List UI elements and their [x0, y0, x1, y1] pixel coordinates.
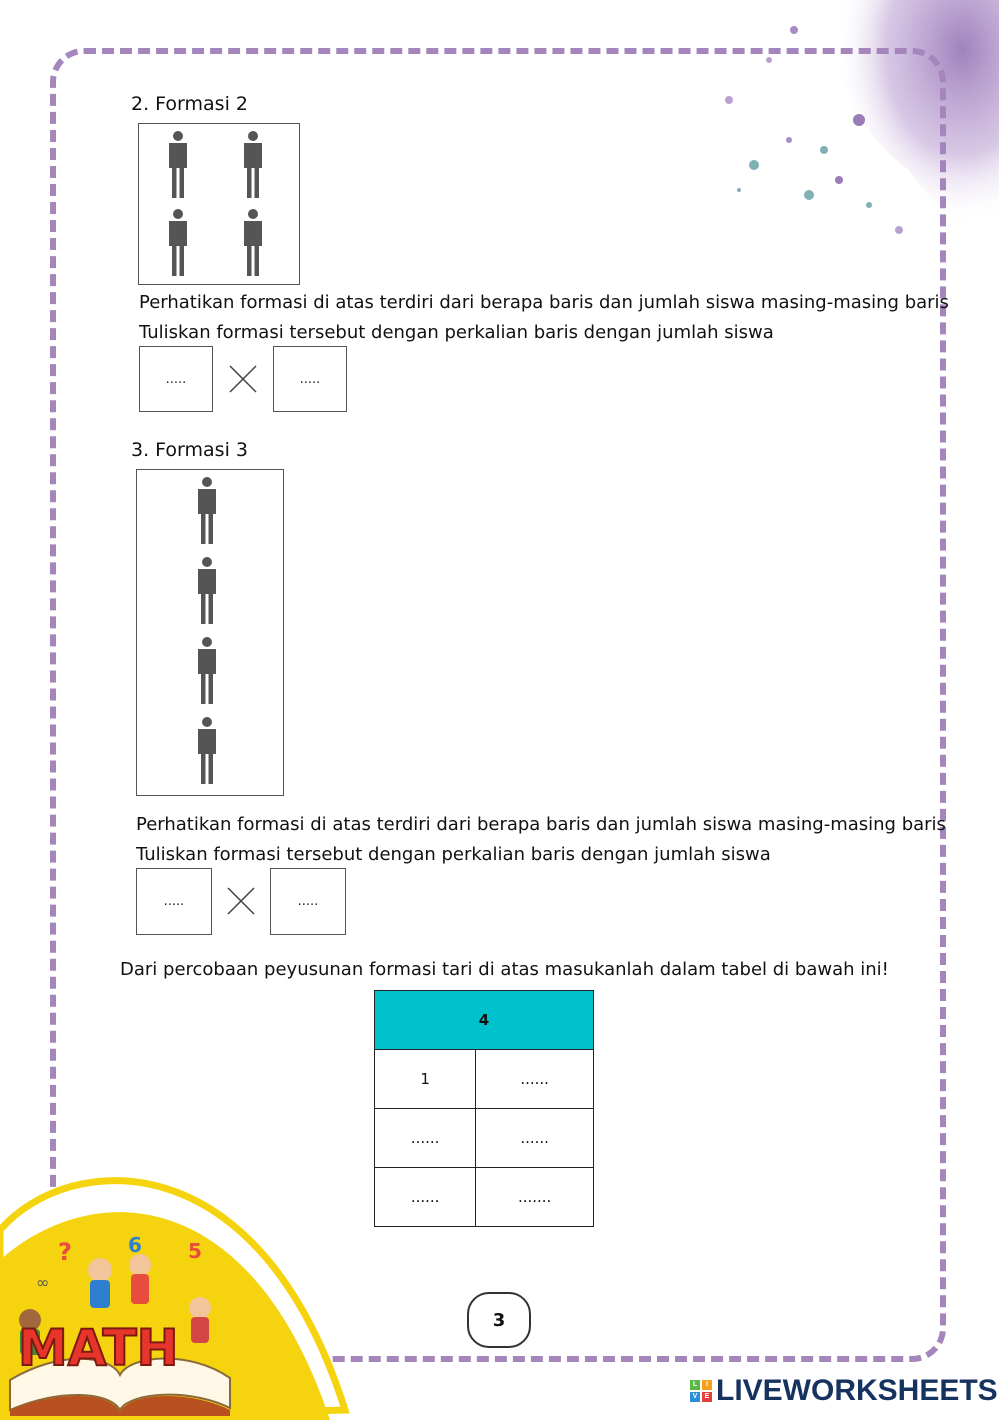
cube-letter: E [702, 1392, 712, 1402]
table-row [375, 1168, 594, 1227]
page-number: 3 [467, 1292, 531, 1348]
formation-3-figure [136, 469, 284, 796]
cube-letter: V [690, 1392, 700, 1402]
person-icon [194, 716, 220, 786]
svg-text:5: 5 [188, 1239, 202, 1263]
svg-text:6: 6 [128, 1233, 142, 1257]
person-icon [165, 130, 191, 200]
section-2-heading: 2. Formasi 2 [131, 93, 248, 115]
liveworksheets-brand: LIVEWORKSHEETS [716, 1374, 998, 1407]
section-3-answer-rows[interactable]: ..... [136, 868, 212, 935]
cube-letter: I [702, 1380, 712, 1390]
person-icon [165, 208, 191, 278]
svg-text:∞: ∞ [36, 1273, 50, 1292]
section-2-answer-students[interactable]: ..... [273, 346, 347, 412]
liveworksheets-cubes-icon [690, 1380, 712, 1402]
person-icon [194, 556, 220, 626]
section-2-instruction: Perhatikan formasi di atas terdiri dari berapa baris dan jumlah siswa masing-masing baris [139, 292, 949, 313]
svg-text:?: ? [58, 1238, 72, 1266]
table-row [375, 1109, 594, 1168]
liveworksheets-logo [690, 1374, 998, 1408]
section-3-prompt: Tuliskan formasi tersebut dengan perkalian baris dengan jumlah siswa [136, 844, 771, 865]
table-row [375, 1050, 594, 1109]
multiply-icon [226, 886, 256, 916]
multiply-icon [228, 364, 258, 394]
section-3-heading: 3. Formasi 3 [131, 439, 248, 461]
person-icon [194, 476, 220, 546]
table-intro: Dari percobaan peyusunan formasi tari di atas masukanlah dalam tabel di bawah ini! [120, 959, 889, 980]
answer-table [374, 990, 594, 1227]
table-cell[interactable]: ....... [476, 1168, 594, 1227]
person-icon [240, 208, 266, 278]
section-3-answer-students[interactable]: ..... [270, 868, 346, 935]
table-cell[interactable]: ...... [476, 1109, 594, 1168]
table-header: 4 [375, 991, 594, 1050]
table-cell[interactable]: ...... [375, 1168, 476, 1227]
table-cell[interactable]: ...... [476, 1050, 594, 1109]
table-cell[interactable]: 1 [375, 1050, 476, 1109]
section-2-prompt: Tuliskan formasi tersebut dengan perkalian baris dengan jumlah siswa [139, 322, 774, 343]
person-icon [194, 636, 220, 706]
cube-letter: L [690, 1380, 700, 1390]
math-logo-text: MATH [18, 1319, 179, 1377]
table-cell[interactable]: ...... [375, 1109, 476, 1168]
formation-2-figure [138, 123, 300, 285]
person-icon [240, 130, 266, 200]
math-illustration [0, 1160, 360, 1420]
section-3-instruction: Perhatikan formasi di atas terdiri dari berapa baris dan jumlah siswa masing-masing baris [136, 814, 946, 835]
section-2-answer-rows[interactable]: ..... [139, 346, 213, 412]
